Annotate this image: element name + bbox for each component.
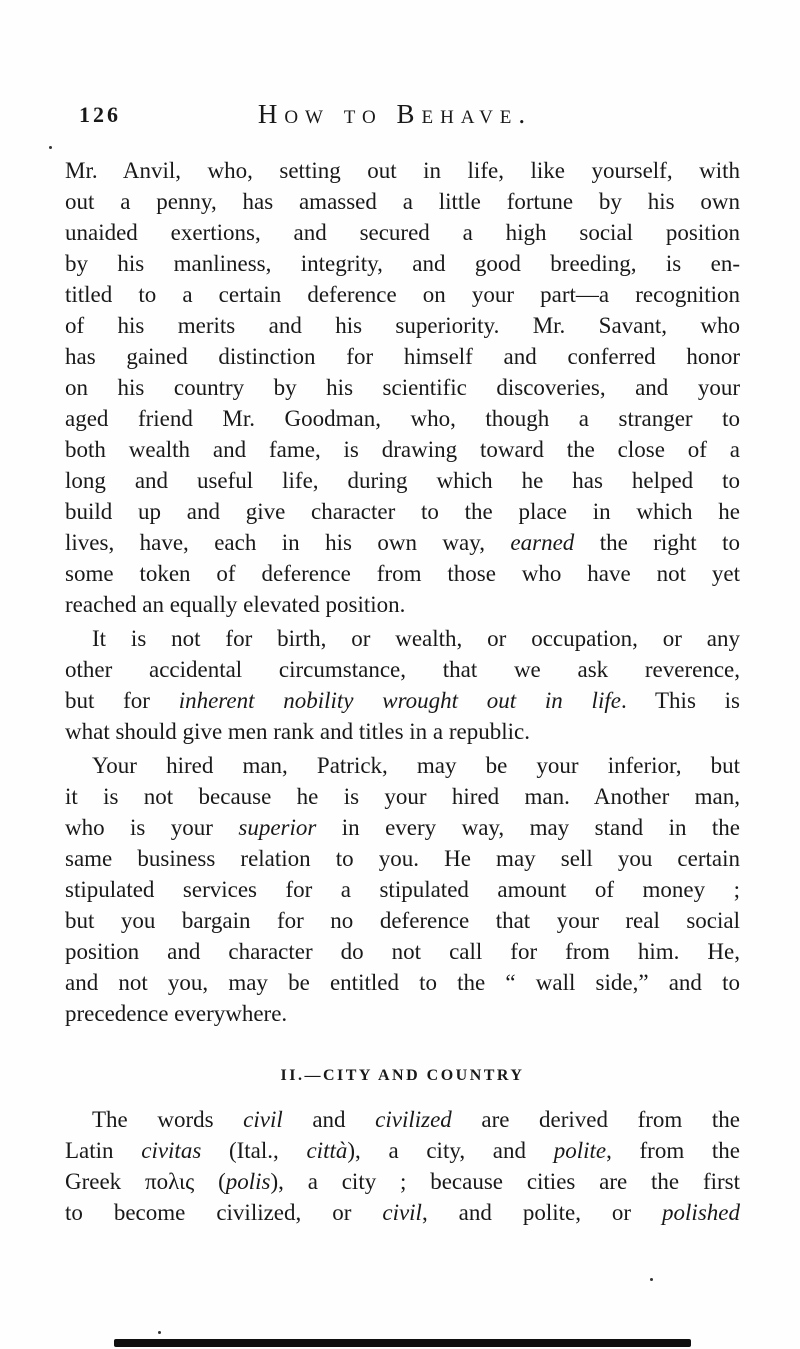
text-line: lives, have, each in his own way, earned the right to <box>65 530 740 555</box>
paragraph <box>65 750 740 1029</box>
text-line: position and character do not call for from him. He, <box>65 939 740 964</box>
text-line: out a penny, has amassed a little fortune by his own <box>65 189 740 214</box>
paragraph <box>65 155 740 620</box>
text-line: by his manliness, integrity, and good breeding, is en- <box>65 251 740 276</box>
text-line: on his country by his scientific discoveries, and your <box>65 375 740 400</box>
text-line: of his merits and his superiority. Mr. Savant, who <box>65 313 740 338</box>
text-line: but you bargain for no deference that your real social <box>65 908 740 933</box>
text-line: who is your superior in every way, may stand in the <box>65 815 740 840</box>
text-line: long and useful life, during which he has helped to <box>65 468 740 493</box>
text-line: other accidental circumstance, that we ask reverence, <box>65 657 740 682</box>
scan-speck <box>158 1331 161 1334</box>
paragraph <box>65 623 740 747</box>
text-line: Greek πολις (polis), a city ; because cities are the first <box>65 1169 741 1194</box>
text-line: to become civilized, or civil, and polite, or polished <box>65 1200 740 1225</box>
text-line: both wealth and fame, is drawing toward the close of a <box>65 437 740 462</box>
text-line: same business relation to you. He may sell you certain <box>65 846 740 871</box>
text-line: unaided exertions, and secured a high social position <box>65 220 740 245</box>
text-line: aged friend Mr. Goodman, who, though a stranger to <box>65 406 740 431</box>
section-heading: II.—CITY AND COUNTRY <box>280 1067 525 1084</box>
text-line: it is not because he is your hired man. Another man, <box>65 784 740 809</box>
text-line: some token of deference from those who have not yet <box>65 561 740 586</box>
text-line: precedence everywhere. <box>65 1001 288 1026</box>
text-line: Your hired man, Patrick, may be your inferior, but <box>92 753 740 778</box>
text-line: what should give men rank and titles in a republic. <box>65 719 530 744</box>
scan-speck <box>49 146 52 149</box>
text-line: build up and give character to the place in which he <box>65 499 740 524</box>
text-line: Latin civitas (Ital., città), a city, and polite, from the <box>65 1138 741 1163</box>
text-line: The words civil and civilized are derived from the <box>92 1107 740 1132</box>
page-body <box>65 155 740 1228</box>
text-line: It is not for birth, or wealth, or occupation, or any <box>92 626 740 651</box>
text-line: Mr. Anvil, who, setting out in life, like yourself, with <box>65 158 740 183</box>
text-line: has gained distinction for himself and conferred honor <box>65 344 740 369</box>
page-header <box>0 99 800 131</box>
text-line: and not you, may be entitled to the “ wall side,” and to <box>65 970 740 995</box>
running-title: How to Behave. <box>257 99 533 129</box>
paragraph <box>65 1104 740 1228</box>
scan-speck <box>650 1278 653 1281</box>
page-number: 126 <box>79 102 121 127</box>
text-line: titled to a certain deference on your part—a recognition <box>65 282 740 307</box>
text-line: stipulated services for a stipulated amount of money ; <box>65 877 740 902</box>
text-line: reached an equally elevated position. <box>65 592 406 617</box>
text-line: but for inherent nobility wrought out in life. This is <box>65 688 740 713</box>
scan-edge-bar <box>114 1339 691 1347</box>
